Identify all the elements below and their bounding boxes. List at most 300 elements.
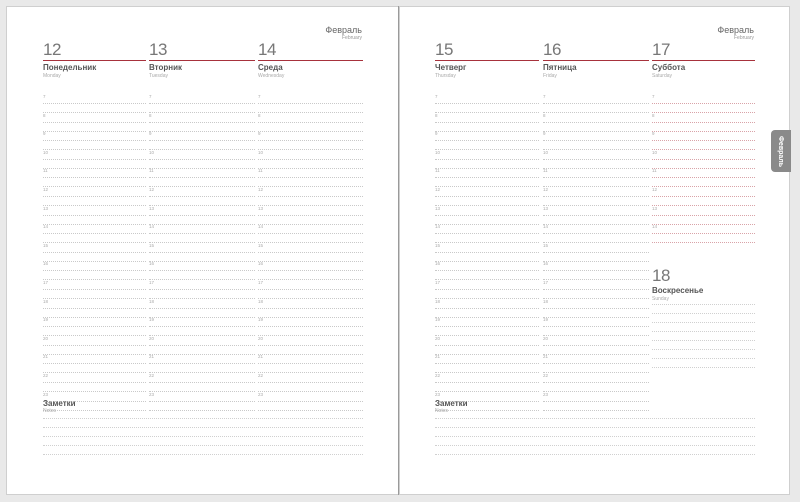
hour-row [258,113,363,132]
hour-label: 9 [435,131,438,137]
hour-row [258,392,363,411]
hour-row [258,131,363,150]
hour-row [543,373,649,392]
dotted-line [43,289,146,290]
hour-label: 20 [43,335,49,341]
hour-row [258,94,363,113]
hour-row [43,150,146,169]
dotted-line [258,289,363,290]
hour-row [435,168,539,187]
right-month-header [692,25,754,41]
hour-label: 18 [149,298,155,304]
hour-label: 8 [149,112,152,118]
dotted-line [149,345,255,346]
dotted-line [258,345,363,346]
note-line [652,304,755,313]
hour-row [435,261,539,280]
hour-label: 9 [43,131,46,137]
hour-label: 20 [149,335,155,341]
hour-label: 23 [435,391,441,397]
note-line [652,331,755,340]
dotted-line [258,410,363,411]
hour-row [43,373,146,392]
hour-label: 21 [149,354,155,360]
hour-label: 22 [435,372,441,378]
hour-row [43,206,146,225]
right-month-ru: Февраль [717,25,754,35]
hour-label: 15 [149,242,155,248]
dotted-line [543,196,649,197]
hour-row [435,131,539,150]
note-line [435,427,755,436]
dotted-line [43,382,146,383]
notes-title-en: Notes [43,408,57,414]
hour-label: 10 [43,149,49,155]
dotted-line [652,140,755,141]
note-line [43,436,363,445]
hour-row [43,354,146,373]
dotted-line [258,326,363,327]
hour-label: 18 [543,298,549,304]
dotted-line [543,308,649,309]
hour-row [43,261,146,280]
hour-row [652,224,755,243]
hour-label: 12 [149,186,155,192]
day-name-ru: Вторник [149,63,183,72]
hour-label: 11 [43,168,48,174]
dotted-line [435,270,539,271]
hour-label: 15 [543,242,549,248]
day-rule [435,60,539,61]
hour-label: 19 [258,317,264,323]
hour-row [543,113,649,132]
dotted-line [543,103,649,104]
hour-row [258,299,363,318]
hour-label: 14 [149,224,155,230]
dotted-line [43,233,146,234]
hour-label: 16 [258,261,264,267]
day-name-ru: Пятница [543,63,577,72]
hour-label: 17 [258,279,264,285]
dotted-line [258,140,363,141]
hour-row [43,131,146,150]
dotted-line [43,345,146,346]
day-number: 17 [652,40,670,59]
hour-label: 14 [258,224,264,230]
dotted-line [435,363,539,364]
day-number: 14 [258,40,276,59]
dotted-line [258,177,363,178]
hour-row [543,261,649,280]
hour-row [543,299,649,318]
hour-label: 18 [43,298,49,304]
dotted-line [435,122,539,123]
hour-row [435,94,539,113]
hour-label: 12 [435,186,441,192]
day-name-en: Friday [543,73,557,79]
dotted-line [652,233,755,234]
hour-label: 22 [43,372,49,378]
dotted-line [652,177,755,178]
hour-row [543,131,649,150]
hour-label: 13 [543,205,549,211]
dotted-line [652,215,755,216]
hour-row [258,243,363,262]
hour-row [543,94,649,113]
day-header-tuesday [149,40,255,79]
right-notes-lines [435,418,755,463]
day-name-en: Wednesday [258,73,285,79]
dotted-line [258,308,363,309]
dotted-line [543,140,649,141]
hour-row [435,113,539,132]
hour-row [652,94,755,113]
day-header-wednesday [258,40,363,79]
dotted-line [149,270,255,271]
dotted-line [543,215,649,216]
hour-label: 15 [258,242,264,248]
hour-row [258,206,363,225]
hour-label: 17 [149,279,155,285]
dotted-line [543,159,649,160]
month-tab-label: Февраль [777,135,785,167]
hour-row [149,392,255,411]
hour-label: 22 [258,372,264,378]
dotted-line [43,159,146,160]
dotted-line [258,215,363,216]
hour-label: 10 [258,149,264,155]
hour-row [543,280,649,299]
hour-row [149,113,255,132]
hour-row [435,206,539,225]
hour-label: 14 [435,224,441,230]
hour-row [652,113,755,132]
hour-label: 13 [258,205,264,211]
hour-label: 19 [149,317,155,323]
dotted-line [435,140,539,141]
hour-label: 20 [435,335,441,341]
hour-label: 7 [652,94,655,99]
hour-row [43,224,146,243]
dotted-line [149,103,255,104]
day-name-ru: Среда [258,63,283,72]
hours-thursday [435,94,539,410]
dotted-line [435,252,539,253]
hour-row [149,261,255,280]
day-number: 13 [149,40,167,59]
month-tab-february[interactable] [771,130,791,172]
dotted-line [652,103,755,104]
hour-row [258,280,363,299]
hour-row [149,187,255,206]
day-name-en: Monday [43,73,61,79]
hour-label: 13 [149,205,155,211]
hours-monday [43,94,146,410]
hour-row [258,261,363,280]
dotted-line [543,252,649,253]
dotted-line [435,196,539,197]
hour-label: 11 [543,168,548,174]
hours-wednesday [258,94,363,410]
hour-label: 14 [43,224,49,230]
dotted-line [543,122,649,123]
hour-label: 16 [43,261,49,267]
hour-row [43,168,146,187]
hour-row [149,336,255,355]
left-notes-lines [43,418,363,463]
dotted-line [43,326,146,327]
hour-row [43,94,146,113]
hour-label: 21 [43,354,49,360]
hour-label: 16 [435,261,441,267]
hour-row [543,354,649,373]
hour-row [43,243,146,262]
hour-label: 13 [435,205,441,211]
hour-row [543,317,649,336]
hour-row [43,317,146,336]
hour-row [435,187,539,206]
hour-label: 20 [543,335,549,341]
hour-label: 11 [258,168,263,174]
hour-label: 12 [543,186,549,192]
dotted-line [43,363,146,364]
hour-label: 23 [543,391,549,397]
right-notes-header [435,399,468,414]
note-line [43,427,363,436]
hour-row [435,224,539,243]
hour-row [543,336,649,355]
hour-label: 10 [543,149,549,155]
day-header-thursday [435,40,539,79]
hour-label: 11 [149,168,154,174]
hour-row [149,131,255,150]
hour-label: 13 [43,205,49,211]
hour-row [43,336,146,355]
dotted-line [43,177,146,178]
hour-row [258,150,363,169]
day-number: 15 [435,40,453,59]
day-header-sunday [652,266,755,302]
day-number: 16 [543,40,561,59]
dotted-line [43,140,146,141]
dotted-line [258,159,363,160]
hour-row [435,354,539,373]
hour-label: 8 [543,112,546,118]
hour-label: 22 [149,372,155,378]
dotted-line [149,289,255,290]
dotted-line [149,177,255,178]
hour-row [435,336,539,355]
hour-label: 9 [258,131,261,137]
dotted-line [258,233,363,234]
note-line [652,367,755,376]
hours-friday [543,94,649,410]
dotted-line [435,308,539,309]
hour-label: 8 [258,112,261,118]
dotted-line [543,177,649,178]
hour-row [652,131,755,150]
note-line [435,445,755,454]
hour-label: 9 [149,131,152,137]
hour-label: 8 [652,112,655,118]
hour-label: 10 [149,149,155,155]
hour-row [149,94,255,113]
note-line [43,454,363,463]
hour-row [435,299,539,318]
hour-label: 11 [652,168,657,174]
day-name-en: Tuesday [149,73,168,79]
hour-row [652,168,755,187]
dotted-line [652,196,755,197]
hour-label: 10 [652,149,658,155]
note-line [435,454,755,463]
day-header-saturday [652,40,755,79]
hour-row [149,224,255,243]
hour-label: 16 [543,261,549,267]
dotted-line [543,410,649,411]
left-notes-header [43,399,76,414]
dotted-line [149,196,255,197]
left-month-en: February [341,35,362,41]
hour-label: 21 [435,354,441,360]
hour-label: 21 [258,354,264,360]
dotted-line [435,326,539,327]
dotted-line [43,308,146,309]
hour-row [149,317,255,336]
note-line [652,322,755,331]
day-name-ru: Понедельник [43,63,97,72]
note-line [652,358,755,367]
note-line [652,349,755,358]
hour-row [435,243,539,262]
dotted-line [652,122,755,123]
hour-label: 7 [149,94,152,99]
hour-row [258,224,363,243]
hour-label: 18 [435,298,441,304]
notes-title-en: Notes [435,408,449,414]
hour-row [149,243,255,262]
hour-label: 23 [149,391,155,397]
dotted-line [543,363,649,364]
day-name-ru: Воскресенье [652,286,704,295]
day-name-en: Saturday [652,73,673,79]
dotted-line [258,103,363,104]
note-line [435,436,755,445]
hour-row [543,392,649,411]
hour-label: 17 [43,279,49,285]
hour-label: 15 [435,242,441,248]
hour-row [435,150,539,169]
hour-label: 21 [543,354,549,360]
dotted-line [435,159,539,160]
dotted-line [258,382,363,383]
dotted-line [149,140,255,141]
dotted-line [543,382,649,383]
hour-row [43,280,146,299]
dotted-line [543,270,649,271]
hour-row [258,187,363,206]
hour-row [543,150,649,169]
hour-row [543,224,649,243]
dotted-line [258,270,363,271]
hour-row [435,317,539,336]
hour-label: 11 [435,168,440,174]
dotted-line [149,326,255,327]
hour-label: 12 [652,186,658,192]
dotted-line [543,233,649,234]
hour-row [543,168,649,187]
hour-row [43,299,146,318]
hour-row [149,168,255,187]
notes-title-ru: Заметки [435,399,468,408]
dotted-line [43,196,146,197]
note-line [43,418,363,427]
hour-row [258,317,363,336]
hour-label: 17 [543,279,549,285]
hour-label: 19 [435,317,441,323]
hour-label: 12 [43,186,49,192]
sunday-lines [652,304,755,376]
day-rule [543,60,649,61]
hour-label: 17 [435,279,441,285]
dotted-line [149,215,255,216]
hour-row [543,206,649,225]
day-header-friday [543,40,649,79]
left-month-header [300,25,362,41]
dotted-line [149,233,255,234]
dotted-line [258,196,363,197]
hour-label: 14 [652,224,658,230]
hour-label: 19 [543,317,549,323]
hour-label: 22 [543,372,549,378]
dotted-line [149,122,255,123]
hour-label: 19 [43,317,49,323]
day-name-ru: Суббота [652,63,686,72]
dotted-line [149,382,255,383]
hour-row [543,187,649,206]
notes-title-ru: Заметки [43,399,76,408]
day-header-monday [43,40,146,79]
dotted-line [43,103,146,104]
dotted-line [149,410,255,411]
hour-row [43,113,146,132]
hour-row [149,150,255,169]
hours-tuesday [149,94,255,410]
dotted-line [43,252,146,253]
hour-label: 18 [258,298,264,304]
hours-saturday [652,94,755,243]
hour-label: 7 [258,94,261,99]
hour-row [43,187,146,206]
hour-label: 13 [652,205,658,211]
dotted-line [258,252,363,253]
day-rule [43,60,146,61]
dotted-line [543,345,649,346]
dotted-line [435,233,539,234]
dotted-line [435,177,539,178]
dotted-line [435,345,539,346]
dotted-line [43,270,146,271]
hour-label: 8 [435,112,438,118]
dotted-line [258,122,363,123]
hour-row [435,373,539,392]
hour-row [652,206,755,225]
hour-row [149,299,255,318]
dotted-line [258,363,363,364]
day-number: 18 [652,266,670,285]
day-rule [149,60,255,61]
hour-row [258,354,363,373]
